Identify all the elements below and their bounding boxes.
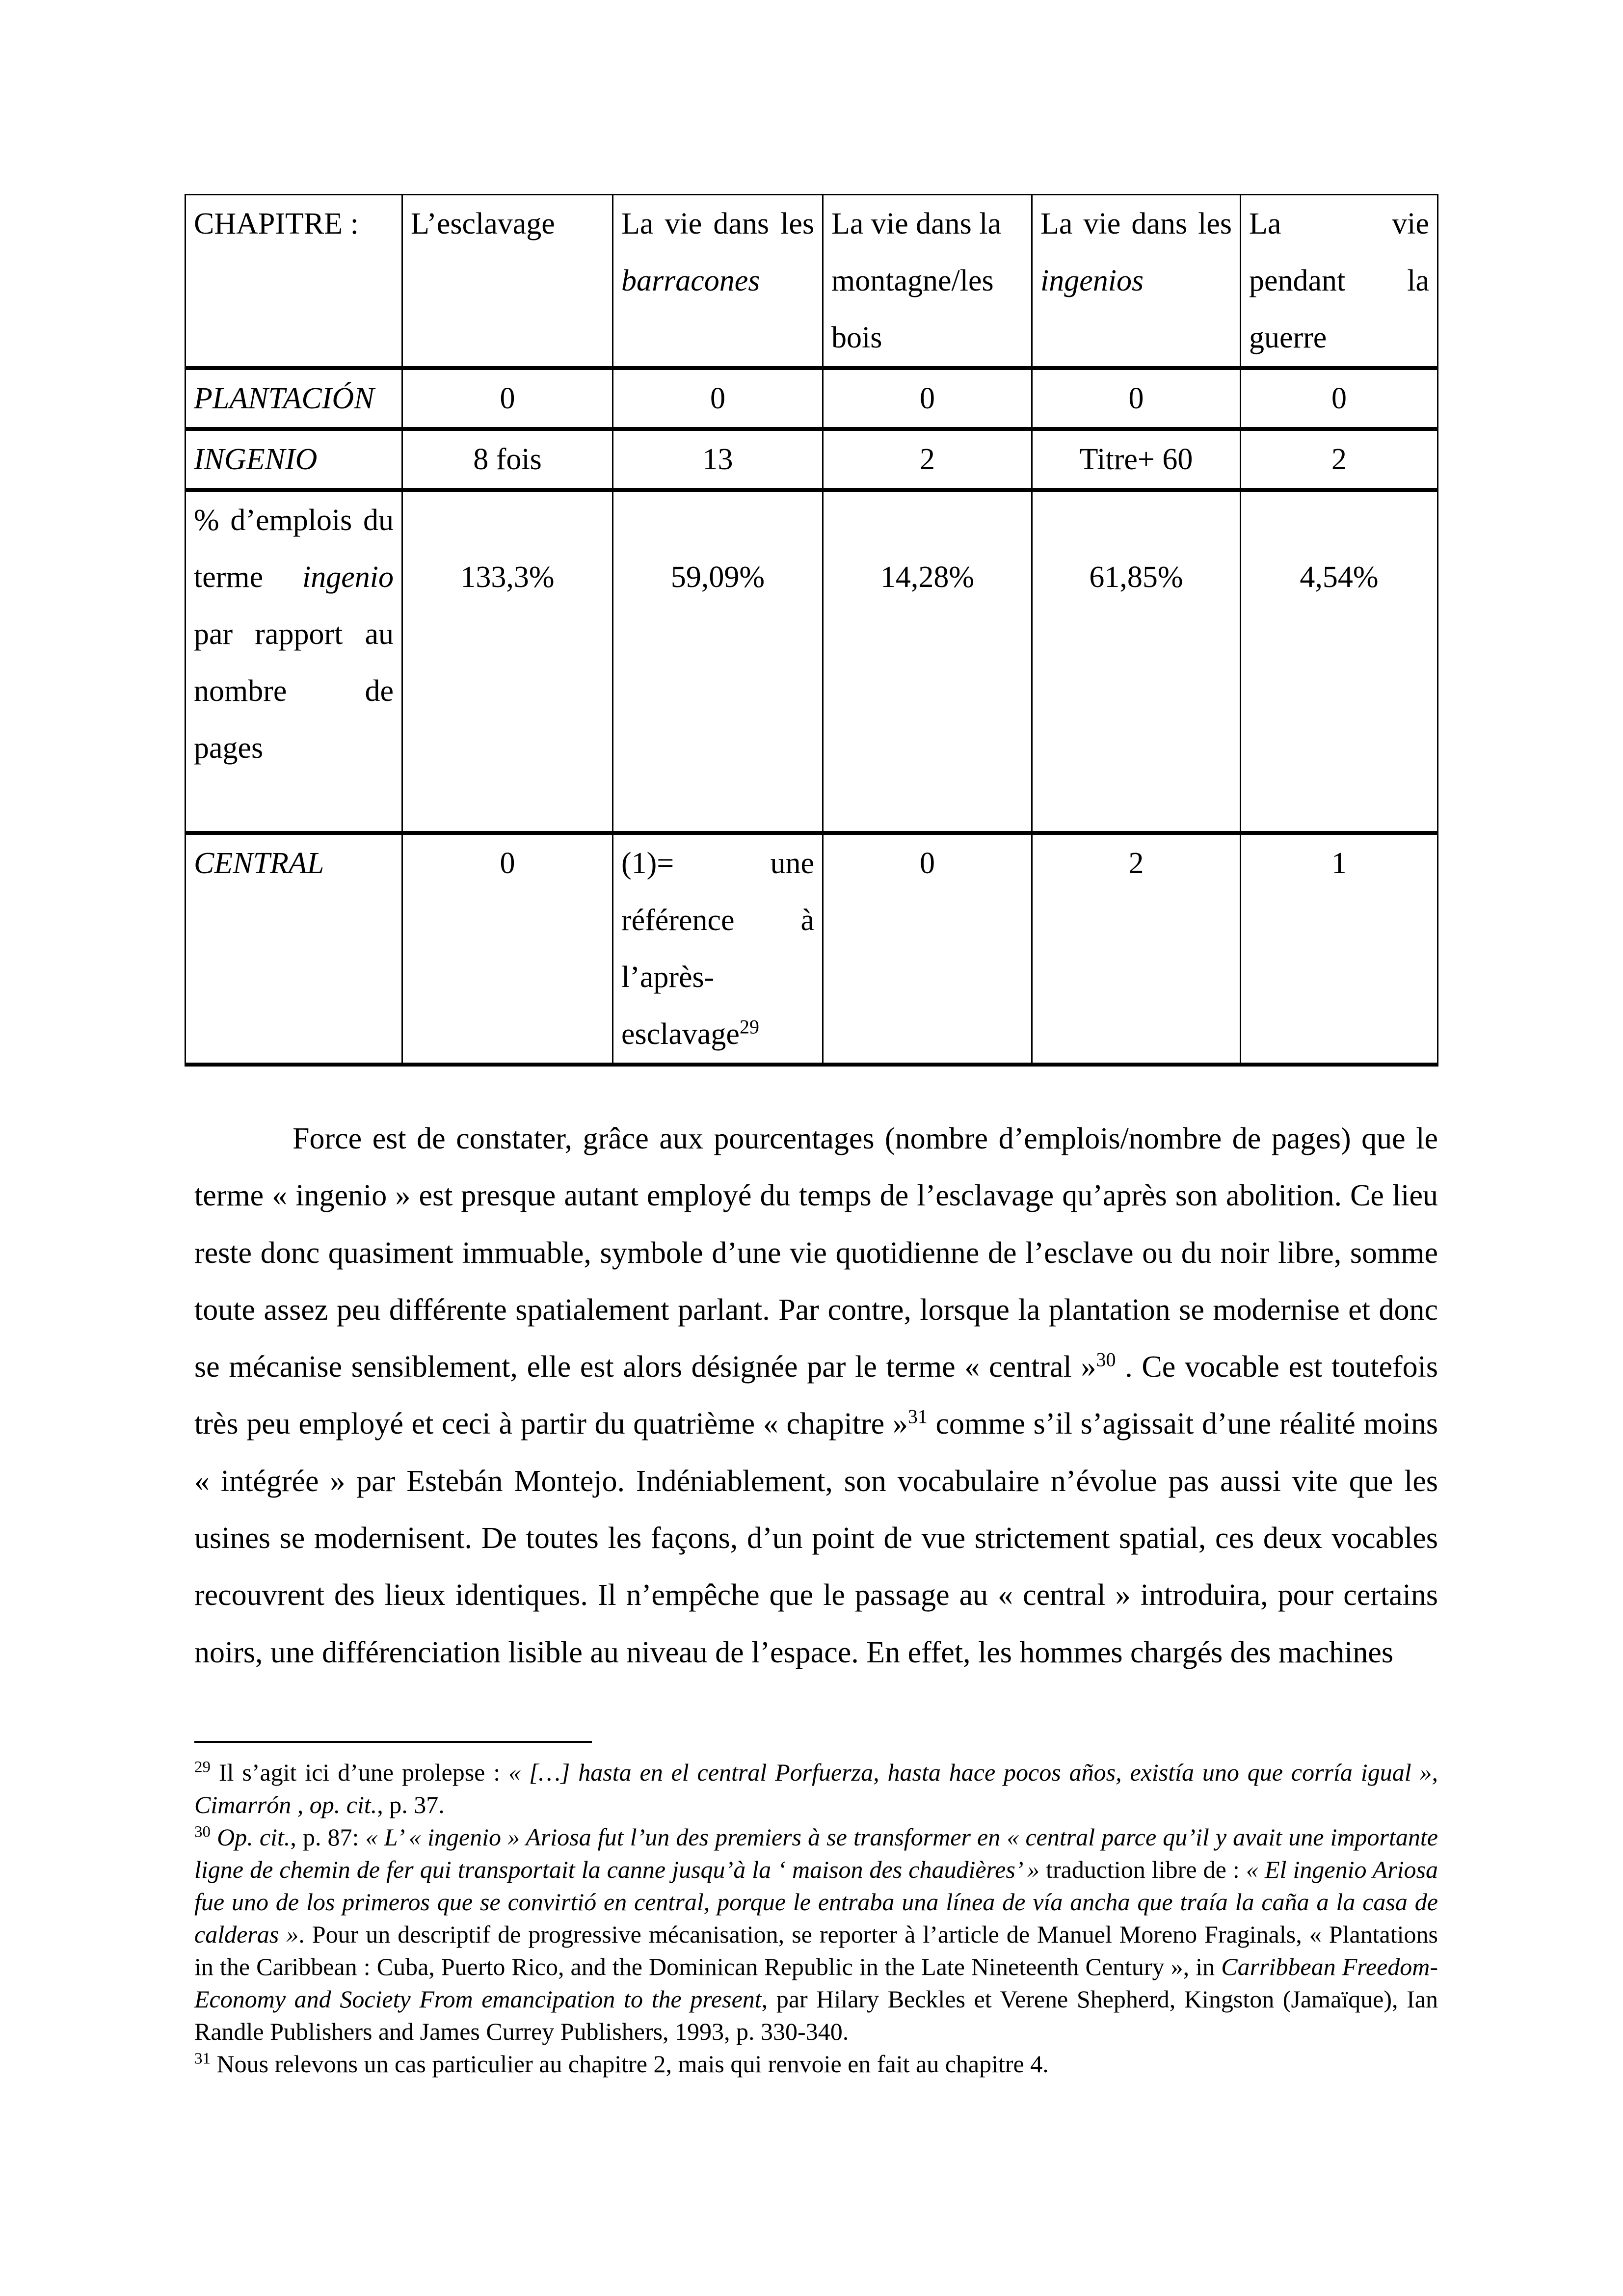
footnote-ref-30[interactable]: 30	[1096, 1348, 1116, 1371]
table-row	[186, 429, 1438, 490]
row-label: par rapport au nombre de pages	[194, 617, 394, 765]
footnote-29	[194, 1756, 1438, 1821]
footnote-book-title: Carribbean Freedom-Economy and Society From emancipation to the present	[194, 1953, 1438, 2013]
value-text: (1)= une référence à l’après-esclavage	[621, 847, 814, 1051]
value-cell: 4,54%	[1241, 490, 1438, 833]
paragraph-text: comme s’il s’agissait d’une réalité moins « intégrée » par Estebán Montejo. Indéniablement, son vocabulaire n’évolue pas aussi vite que les usines se modernisent. De toutes les façons, d’un point de vue strictement spatial, ces deux vocables recouvrent des lieux identiques. Il n’empêche que le passage au « central » introduira, pour certains noirs, une différenciation lisible au niveau de l’espace. En effet, les hommes chargés des machines	[194, 1407, 1438, 1669]
footnote-31	[194, 2048, 1438, 2080]
row-label-cell	[186, 429, 402, 490]
footnote-text: , p. 37.	[377, 1791, 445, 1818]
value-cell: 13	[613, 429, 823, 490]
value-cell: Titre+ 60	[1032, 429, 1241, 490]
footnote-text: Il s’agit ici d’une prolepse :	[211, 1759, 509, 1786]
value-cell: 0	[402, 368, 613, 429]
value-cell: 133,3%	[402, 490, 613, 833]
header-text: La vie dans les	[1040, 207, 1232, 240]
paragraph	[194, 1110, 1438, 1681]
footnote-30	[194, 1821, 1438, 2048]
value-cell: 14,28%	[823, 490, 1032, 833]
footnote-number: 29	[194, 1758, 211, 1776]
value-cell: 0	[823, 833, 1032, 1065]
row-label-italic: ingenio	[302, 561, 394, 594]
header-text: La vie dans les	[621, 207, 814, 240]
footnote-text: , par Hilary Beckles et Verene Shepherd, Kingston (Jamaïque), Ian Randle Publishers and James Currey Publishers, 1993, p. 330-340.	[194, 1985, 1438, 2045]
value-cell: 59,09%	[613, 490, 823, 833]
value-cell: 0	[402, 833, 613, 1065]
header-text: L’esclavage	[411, 207, 555, 240]
footnote-text: . Pour un descriptif de progressive mécanisation, se reporter à l’article de Manuel Moreno Fraginals, « Plantations in the Caribbean : Cuba, Puerto Rico, and the Dominican Republic in the Late Nineteenth Century », in	[194, 1921, 1438, 1980]
value-cell	[613, 833, 823, 1065]
header-label-cell	[186, 195, 402, 369]
paragraph-text: . Ce vocable est toutefois très peu employé et ceci à partir du quatrième « chapitre »	[194, 1350, 1438, 1441]
footnote-quote: « L’ « ingenio » Ariosa fut l’un des premiers à se transformer en « central parce qu’il y avait une importante ligne de chemin de fer qui transportait la canne jusqu’à la ‘ maison des chaudières’ »	[194, 1823, 1438, 1883]
footnote-ref-31[interactable]: 31	[907, 1405, 928, 1428]
table-row	[186, 833, 1438, 1065]
footnote-ref-29[interactable]: 29	[739, 1015, 759, 1038]
value-cell: 8 fois	[402, 429, 613, 490]
footnote-quote: « El ingenio Ariosa fue uno de los primeros que se convirtió en central, porque le entraba una línea de vía ancha que traía la caña a la casa de calderas »	[194, 1856, 1438, 1948]
header-text-italic: ingenios	[1040, 264, 1144, 297]
value-cell: 0	[1241, 368, 1438, 429]
row-label: INGENIO	[194, 443, 318, 476]
row-label: PLANTACIÓN	[194, 382, 374, 415]
footnote-quote: « […] hasta en el central Porfuerza, hasta hace pocos años, existía uno que corría igual », Cimarrón , op. cit.	[194, 1759, 1438, 1818]
row-label: CENTRAL	[194, 847, 324, 880]
value-cell: 0	[823, 368, 1032, 429]
value-cell: 2	[1032, 833, 1241, 1065]
header-cell	[823, 195, 1032, 369]
body-paragraph	[194, 1110, 1438, 1681]
header-text: La vie dans la montagne/les bois	[831, 207, 1002, 354]
value-cell: 61,85%	[1032, 490, 1241, 833]
footnote-number: 31	[194, 2050, 211, 2068]
row-label: % d’emplois du terme	[194, 504, 394, 594]
header-text-italic: barracones	[621, 264, 760, 297]
footnote-citation: Op. cit.	[211, 1823, 291, 1851]
value-cell: 2	[1241, 429, 1438, 490]
footnote-separator	[194, 1741, 592, 1743]
footnote-number: 30	[194, 1823, 211, 1841]
value-cell: 2	[823, 429, 1032, 490]
row-label-cell	[186, 490, 402, 833]
row-label-cell	[186, 368, 402, 429]
footnotes	[194, 1756, 1438, 2080]
header-text: La vie pendant la guerre	[1249, 207, 1429, 354]
header-cell	[1241, 195, 1438, 369]
header-label: CHAPITRE :	[194, 207, 359, 240]
table-row	[186, 368, 1438, 429]
footnote-text: , p. 87:	[290, 1823, 366, 1851]
value-cell: 0	[1032, 368, 1241, 429]
row-label-cell	[186, 833, 402, 1065]
footnote-text: Nous relevons un cas particulier au chapitre 2, mais qui renvoie en fait au chapitre 4.	[211, 2050, 1049, 2078]
header-cell	[1032, 195, 1241, 369]
value-cell: 1	[1241, 833, 1438, 1065]
chapter-term-usage-table	[185, 194, 1438, 1067]
header-cell	[402, 195, 613, 369]
value-cell: 0	[613, 368, 823, 429]
table-header-row	[186, 195, 1438, 369]
paragraph-text: Force est de constater, grâce aux pourcentages (nombre d’emplois/nombre de pages) que le terme « ingenio » est presque autant employé du temps de l’esclavage qu’après son abolition. Ce lieu reste donc quasiment immuable, symbole d’une vie quotidienne de l’esclave ou du noir libre, somme toute assez peu différente spatialement parlant. Par contre, lorsque la plantation se modernise et donc se mécanise sensiblement, elle est alors désignée par le terme « central »	[194, 1122, 1438, 1384]
footnote-text: traduction libre de :	[1039, 1856, 1246, 1883]
table-row	[186, 490, 1438, 833]
header-cell	[613, 195, 823, 369]
